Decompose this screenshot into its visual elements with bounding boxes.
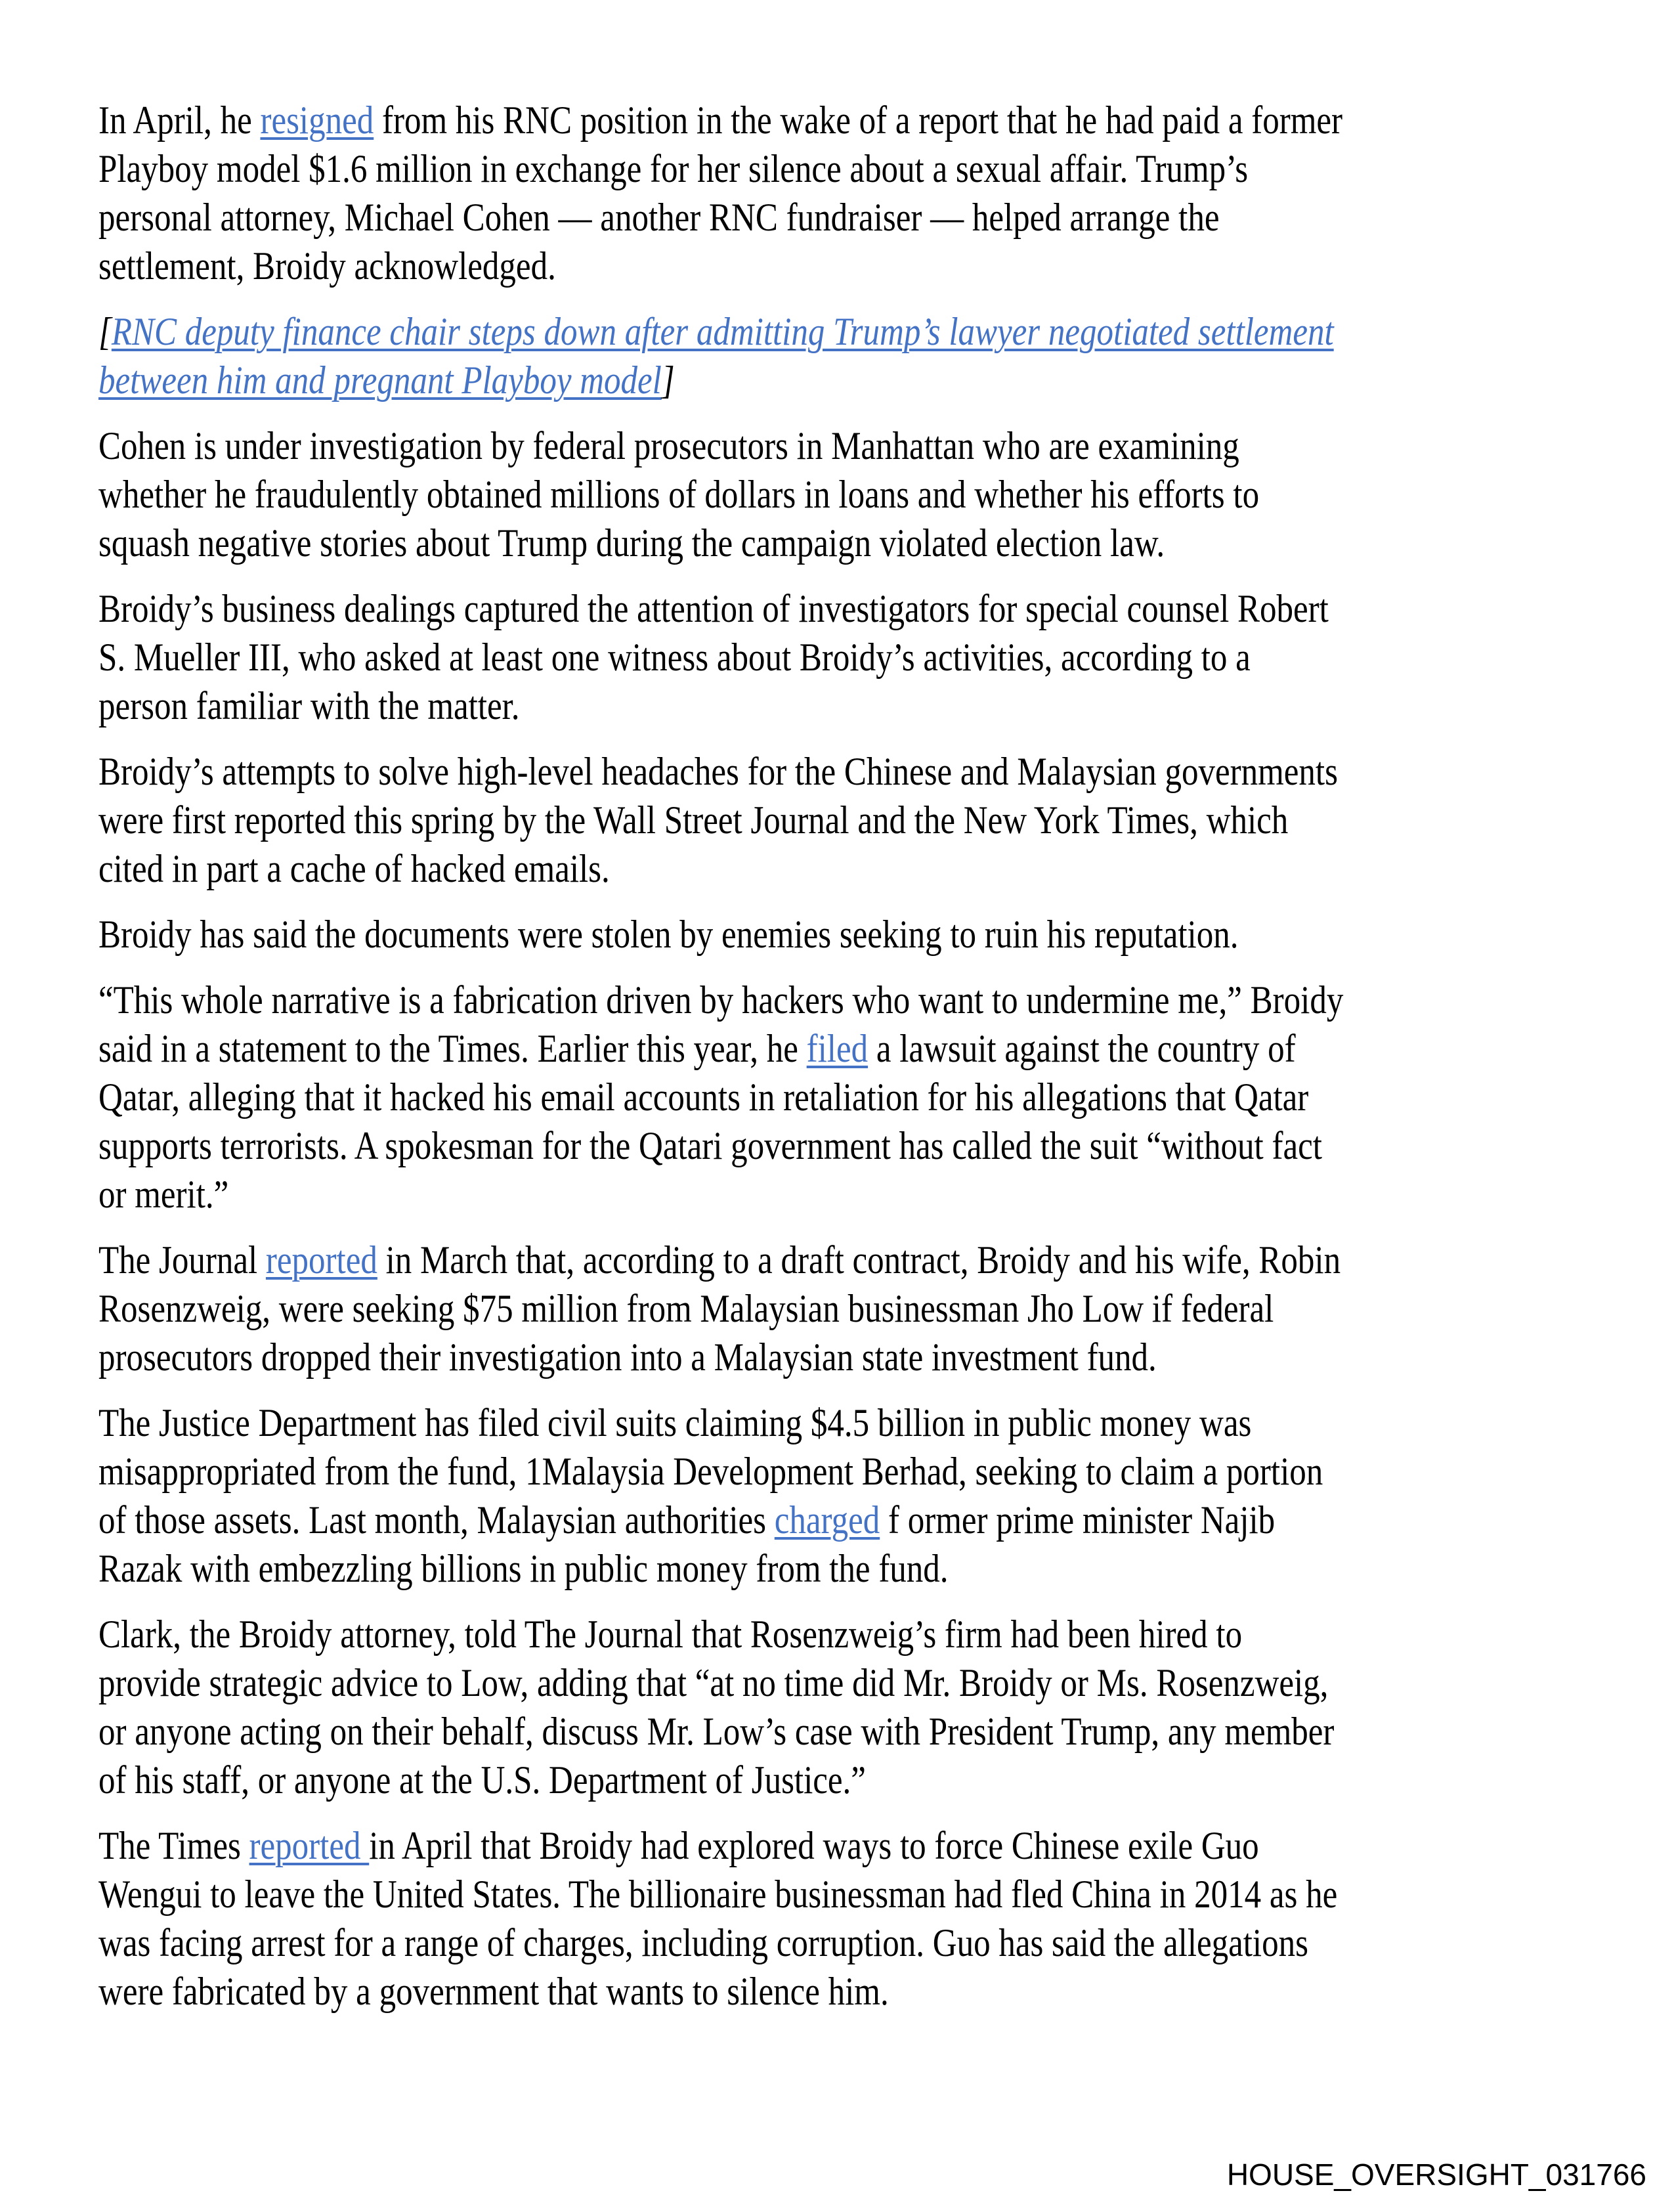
text-run: cited in part a cache of hacked emails. bbox=[98, 847, 610, 890]
text-run: or anyone acting on their behalf, discuss Mr. Low’s case with President Trump, any member bbox=[98, 1710, 1335, 1753]
text-line bbox=[98, 144, 1343, 193]
inline-link[interactable]: charged bbox=[774, 1498, 880, 1542]
text-line bbox=[98, 1121, 1343, 1170]
text-run: Playboy model $1.6 million in exchange for her silence about a sexual affair. Trump’s bbox=[98, 147, 1249, 190]
text-run: prosecutors dropped their investigation into a Malaysian state investment fund. bbox=[98, 1335, 1157, 1379]
text-run: were first reported this spring by the Wall Street Journal and the New York Times, which bbox=[98, 798, 1289, 842]
text-run: In April, he bbox=[98, 98, 261, 142]
text-line bbox=[98, 747, 1343, 796]
text-run: S. Mueller III, who asked at least one witness about Broidy’s activities, according to a bbox=[98, 636, 1251, 679]
text-line bbox=[98, 1447, 1343, 1496]
inline-link[interactable]: RNC deputy finance chair steps down after admitting Trump’s lawyer negotiated settlement bbox=[111, 310, 1334, 353]
para-documents-stolen bbox=[98, 910, 1343, 959]
text-run: were fabricated by a government that wants to silence him. bbox=[98, 1970, 889, 2013]
text-run: supports terrorists. A spokesman for the Qatari government has called the suit “without fact bbox=[98, 1124, 1322, 1167]
text-run: Rosenzweig, were seeking $75 million from Malaysian businessman Jho Low if federal bbox=[98, 1287, 1274, 1330]
text-run: personal attorney, Michael Cohen — another RNC fundraiser — helped arrange the bbox=[98, 196, 1220, 239]
para-times-reported-guo bbox=[98, 1821, 1343, 2016]
para-related-headline bbox=[98, 307, 1343, 404]
text-line bbox=[98, 1544, 1343, 1593]
text-run: The Justice Department has filed civil suits claiming $4.5 billion in public money was bbox=[98, 1401, 1252, 1444]
text-run: The Times bbox=[98, 1824, 249, 1867]
para-cohen-investigation bbox=[98, 422, 1343, 567]
text-line bbox=[98, 1707, 1343, 1756]
text-line bbox=[98, 307, 1343, 356]
text-line bbox=[98, 1073, 1343, 1121]
para-qatar-lawsuit bbox=[98, 976, 1343, 1219]
text-run: settlement, Broidy acknowledged. bbox=[98, 244, 556, 288]
text-run: Qatar, alleging that it hacked his email accounts in retaliation for his allegations that Qatar bbox=[98, 1075, 1309, 1119]
para-resignation bbox=[98, 96, 1343, 290]
text-run: “This whole narrative is a fabrication driven by hackers who want to undermine me,” Broidy bbox=[98, 978, 1344, 1022]
text-run: Wengui to leave the United States. The billionaire businessman had fled China in 2014 as he bbox=[98, 1873, 1338, 1916]
text-line bbox=[98, 910, 1343, 959]
text-line bbox=[98, 1756, 1343, 1804]
text-line bbox=[98, 96, 1343, 144]
document-body bbox=[98, 96, 1343, 2033]
para-mueller bbox=[98, 584, 1343, 730]
text-line bbox=[98, 1284, 1343, 1333]
text-line bbox=[98, 1610, 1343, 1659]
text-run: provide strategic advice to Low, adding that “at no time did Mr. Broidy or Ms. Rosenzweig, bbox=[98, 1661, 1329, 1704]
text-run: misappropriated from the fund, 1Malaysia Development Berhad, seeking to claim a portion bbox=[98, 1450, 1323, 1493]
text-run: in April that Broidy had explored ways to force Chinese exile Guo bbox=[369, 1824, 1259, 1867]
text-line bbox=[98, 470, 1343, 519]
text-line bbox=[98, 242, 1343, 290]
text-run: The Journal bbox=[98, 1238, 266, 1282]
text-run: a lawsuit against the country of bbox=[868, 1027, 1296, 1070]
text-line bbox=[98, 1024, 1343, 1073]
inline-link[interactable]: filed bbox=[806, 1027, 869, 1070]
text-line bbox=[98, 682, 1343, 730]
inline-link[interactable]: between him and pregnant Playboy model bbox=[98, 358, 662, 402]
text-line bbox=[98, 844, 1343, 893]
text-line bbox=[98, 976, 1343, 1024]
text-line bbox=[98, 1659, 1343, 1707]
text-run: Razak with embezzling billions in public money from the fund. bbox=[98, 1547, 949, 1590]
text-run: Cohen is under investigation by federal prosecutors in Manhattan who are examining bbox=[98, 424, 1239, 467]
text-run: Broidy has said the documents were stolen by enemies seeking to ruin his reputation. bbox=[98, 913, 1239, 956]
inline-link[interactable]: resigned bbox=[260, 98, 374, 142]
text-run: in March that, according to a draft contract, Broidy and his wife, Robin bbox=[377, 1238, 1341, 1282]
text-run: from his RNC position in the wake of a report that he had paid a former bbox=[374, 98, 1343, 142]
text-run: Broidy’s attempts to solve high-level headaches for the Chinese and Malaysian governments bbox=[98, 750, 1338, 793]
text-line bbox=[98, 1236, 1343, 1284]
text-line bbox=[98, 1967, 1343, 2016]
text-line bbox=[98, 1399, 1343, 1447]
text-run: of those assets. Last month, Malaysian authorities bbox=[98, 1498, 775, 1542]
text-line bbox=[98, 193, 1343, 242]
text-line bbox=[98, 584, 1343, 633]
text-run: was facing arrest for a range of charges, including corruption. Guo has said the allegations bbox=[98, 1921, 1308, 1964]
text-run: Broidy’s business dealings captured the attention of investigators for special counsel Robert bbox=[98, 587, 1329, 630]
text-line bbox=[98, 1821, 1343, 1870]
text-line bbox=[98, 796, 1343, 844]
text-run: of his staff, or anyone at the U.S. Department of Justice.” bbox=[98, 1758, 866, 1802]
para-first-reported bbox=[98, 747, 1343, 893]
text-line bbox=[98, 1496, 1343, 1544]
text-line bbox=[98, 633, 1343, 682]
text-line bbox=[98, 1333, 1343, 1381]
text-line bbox=[98, 1870, 1343, 1919]
text-line bbox=[98, 1170, 1343, 1219]
text-run: said in a statement to the Times. Earlier this year, he bbox=[98, 1027, 807, 1070]
text-line bbox=[98, 1919, 1343, 1967]
text-run: Clark, the Broidy attorney, told The Journal that Rosenzweig’s firm had been hired to bbox=[98, 1613, 1243, 1656]
text-run: whether he fraudulently obtained millions of dollars in loans and whether his efforts to bbox=[98, 473, 1260, 516]
text-run: or merit.” bbox=[98, 1173, 229, 1216]
bates-stamp: HOUSE_OVERSIGHT_031766 bbox=[1226, 2158, 1646, 2192]
text-line bbox=[98, 519, 1343, 567]
text-run: ] bbox=[661, 358, 675, 402]
text-run: f ormer prime minister Najib bbox=[880, 1498, 1276, 1542]
text-line bbox=[98, 422, 1343, 470]
para-justice-department bbox=[98, 1399, 1343, 1593]
text-run: squash negative stories about Trump during the campaign violated election law. bbox=[98, 521, 1165, 565]
para-journal-reported bbox=[98, 1236, 1343, 1381]
text-run: person familiar with the matter. bbox=[98, 684, 520, 727]
inline-link[interactable]: reported bbox=[249, 1824, 370, 1867]
text-line bbox=[98, 356, 1343, 404]
inline-link[interactable]: reported bbox=[265, 1238, 377, 1282]
para-clark-statement bbox=[98, 1610, 1343, 1804]
text-run: [ bbox=[98, 310, 112, 353]
